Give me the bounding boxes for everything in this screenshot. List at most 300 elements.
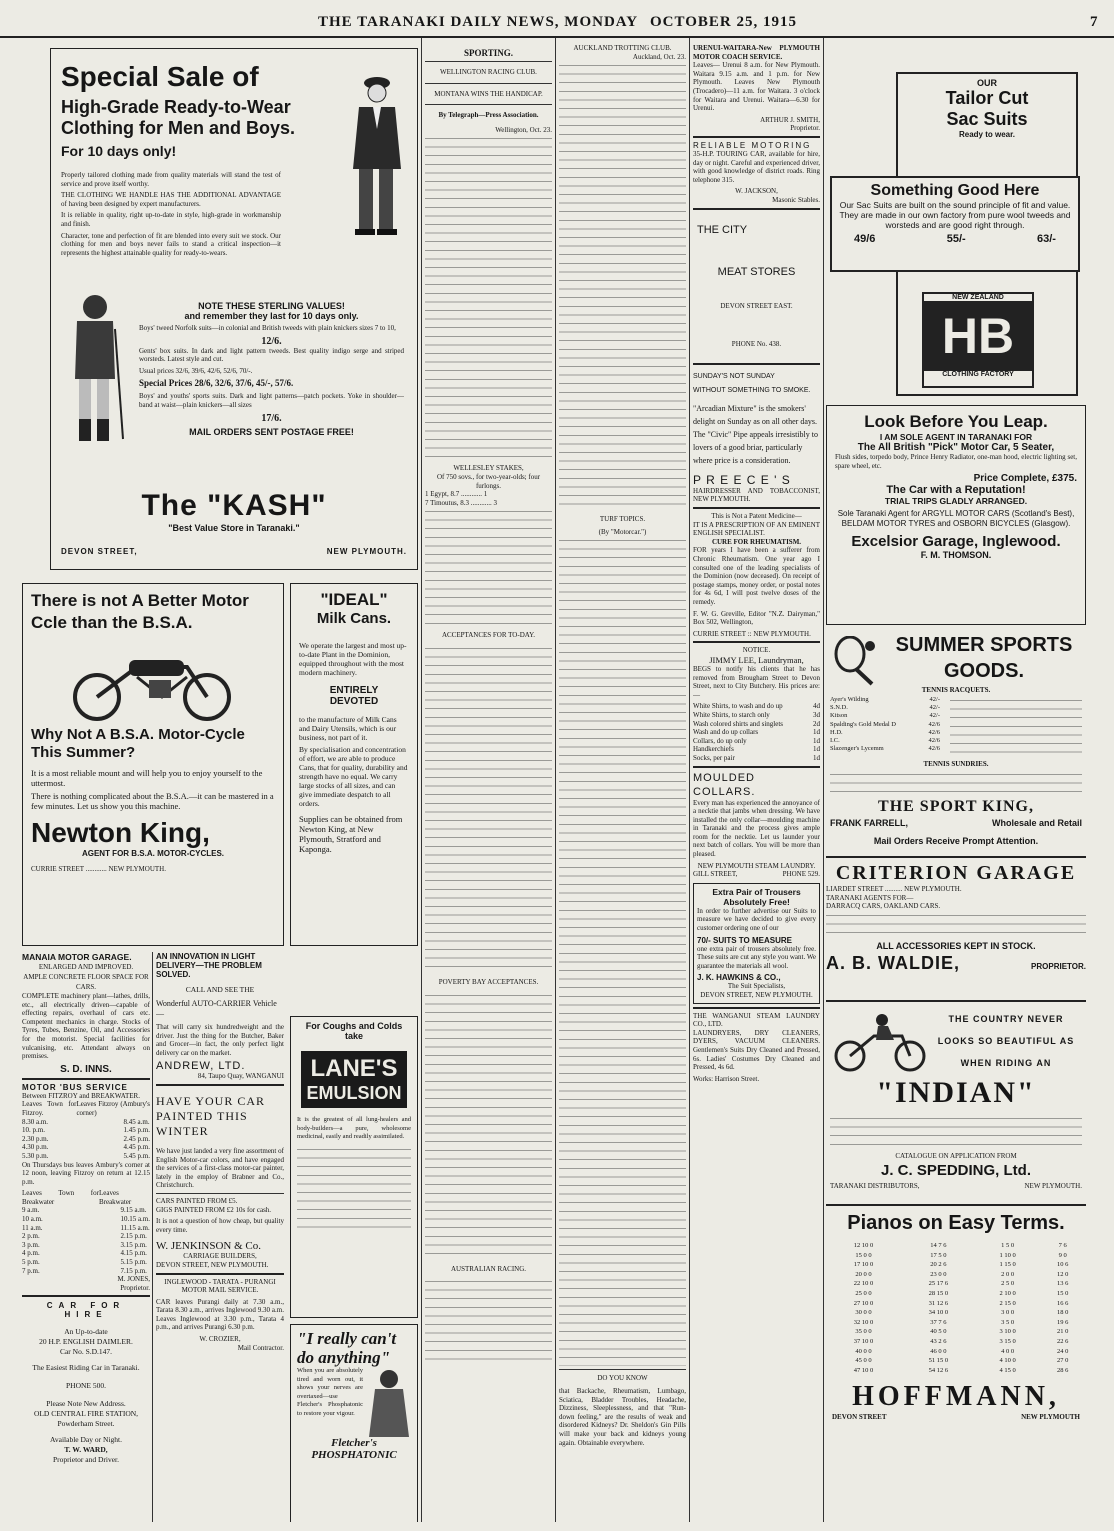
bus-time: 9.15 a.m. — [120, 1206, 147, 1215]
piano-price-row — [826, 1318, 1086, 1328]
manaia-line: AMPLE CONCRETE FLOOR SPACE FOR CARS. — [23, 973, 149, 991]
excelsior-advert — [826, 405, 1086, 625]
pianos-town: NEW PLYMOUTH — [1021, 1413, 1080, 1422]
price-list-label: White Shirts, to starch only — [693, 710, 770, 719]
rheum-address: CURRIE STREET :: NEW PLYMOUTH. — [693, 629, 811, 638]
piano-price-cell: 3 15 0 — [999, 1337, 1016, 1345]
bus-time: 7.15 p.m. — [120, 1266, 147, 1275]
sportking-name: THE SPORT KING, — [878, 798, 1034, 815]
piano-price-row — [826, 1337, 1086, 1347]
urenui-name: ARTHUR J. SMITH, — [760, 115, 820, 124]
indian-dealer: J. C. SPEDDING, Ltd. — [880, 1162, 1031, 1179]
piano-price-row — [826, 1289, 1086, 1299]
trotting-title: AUCKLAND TROTTING CLUB. — [573, 44, 672, 52]
sundries-text — [830, 770, 1082, 796]
sportking-mail: Mail Orders Receive Prompt Attention. — [873, 836, 1039, 846]
andrew-line: CALL AND SEE THE — [185, 985, 255, 994]
racquet-price: 42/6 — [928, 737, 940, 745]
hb-logo-top: NEW ZEALAND — [924, 294, 1032, 302]
column-rule — [152, 952, 153, 1522]
jenkinson-line: CARRIAGE BUILDERS, — [183, 1252, 257, 1261]
doyouknow-title: DO YOU KNOW — [597, 1374, 648, 1383]
sacsuits-title-2: Sac Suits — [946, 109, 1028, 129]
wanganui-works: Works: Harrison Street. — [693, 1074, 760, 1083]
indian-catalogue: CATALOGUE ON APPLICATION FROM — [895, 1152, 1017, 1160]
notice-body: BEGS to notify his clients that he has removed from Brougham Street to Devon Street, next to City Butchery. His prices are:— — [693, 664, 820, 699]
carhire-phone: PHONE 500. — [65, 1381, 106, 1391]
jenkinson-line: CARS PAINTED FROM £5. — [156, 1196, 238, 1205]
carhire-line: An Up-to-date — [64, 1327, 108, 1337]
bsa-advert — [22, 583, 284, 946]
poverty-text — [425, 991, 552, 1261]
ideal-supplies: Supplies can be obtained from Newton King, at New Plymouth, Stratford and Kaponga. — [299, 814, 403, 854]
excelsior-reputation: The Car with a Reputation! — [886, 484, 1026, 497]
piano-price-cell: 2 10 0 — [999, 1289, 1016, 1297]
criterion-accessories: ALL ACCESSORIES KEPT IN STOCK. — [876, 940, 1036, 951]
rheum-body: FOR years I have been a sufferer from Chronic Rheumatism. One year ago I consulted one of the leading specialists of the Dominion (now deceased). On receipt of postage stamps, money order, or postal notes for 4s 6d, I will post twelve doses of the remedy. — [693, 546, 820, 606]
turf-text — [559, 536, 686, 1366]
trousers-body-2: one extra pair of trousers absolutely free. These suits are cut any style you want. We guarantee the materials all wool. — [697, 944, 816, 970]
lane-advert — [290, 1016, 418, 1318]
piano-price-row — [826, 1347, 1086, 1357]
price-list-value: 1d — [813, 753, 820, 762]
trotting-column — [559, 44, 686, 1522]
piano-price-cell: 28 6 — [1057, 1366, 1069, 1374]
price-list-label: Wash colored shirts and singlets — [693, 719, 784, 728]
price-list-item — [693, 728, 820, 737]
criterion-title: CRITERION GARAGE — [835, 862, 1077, 884]
piano-price-cell: 23 0 0 — [930, 1270, 947, 1278]
excelsior-car: The All British "Pick" Motor Car, 5 Seater, — [857, 442, 1055, 453]
indian-line: THE COUNTRY NEVER — [948, 1014, 1064, 1024]
turf-title: TURF TOPICS. — [599, 515, 646, 524]
piano-price-cell: 21 0 — [1057, 1328, 1069, 1336]
kash-mail: MAIL ORDERS SENT POSTAGE FREE! — [189, 426, 354, 437]
bus-time: 8.30 a.m. — [22, 1117, 49, 1126]
price-list-label: Collars, do up only — [693, 736, 747, 745]
piano-price-row — [826, 1279, 1086, 1289]
piano-price-cell: 15 0 0 — [855, 1251, 872, 1259]
price-list-value: 1d — [813, 745, 820, 754]
bus-times-breakwater-in — [120, 1206, 150, 1275]
bus-time: 10.15 a.m. — [120, 1215, 150, 1224]
bus-proprietor: M. JONES, — [117, 1275, 150, 1284]
price-list-label: Socks, per pair — [693, 753, 735, 762]
trousers-price: 70/- SUITS TO MEASURE — [697, 935, 792, 945]
kash-promo: For 10 days only! — [61, 143, 177, 159]
lane-text: It is the greatest of all lung-healers and body-builders—a pure, wholesome medicinal, easily and readily assimilated. — [297, 1116, 411, 1141]
page-number: 7 — [1090, 14, 1099, 30]
kash-town: NEW PLYMOUTH. — [326, 547, 407, 556]
trousers-name: J. K. HAWKINS & CO., — [697, 973, 781, 983]
piano-price-cell: 9 0 — [1058, 1251, 1067, 1259]
sacsuits-price: 55/- — [946, 233, 966, 245]
piano-price-cell: 32 10 0 — [853, 1318, 874, 1326]
indian-line: WHEN RIDING AN — [960, 1058, 1052, 1068]
pianos-advert — [826, 1204, 1086, 1522]
masthead — [0, 14, 1114, 36]
bus-time: 2.45 p.m. — [123, 1134, 150, 1143]
racquet-name: I.C. — [830, 737, 840, 745]
bsa-body: It is a most reliable mount and will help you to enjoy yourself to the uttermost. — [31, 768, 263, 788]
piano-price-cell: 4 0 0 — [1001, 1347, 1015, 1355]
racquet-price: 42/- — [929, 704, 940, 712]
piano-price-cell: 20 0 0 — [855, 1270, 872, 1278]
manaia-title: MANAIA MOTOR GARAGE. — [22, 952, 132, 962]
kash-para: Properly tailored clothing made from quality materials will stand the test of service and prove itself worthy. — [61, 171, 281, 188]
criterion-line: LIARDET STREET .......... NEW PLYMOUTH. — [826, 885, 962, 893]
racquet-price: 42/- — [929, 712, 940, 720]
kash-sports-price: 17/6. — [261, 412, 282, 424]
price-list-item — [693, 702, 820, 711]
piano-price-cell: 34 10 0 — [928, 1309, 949, 1317]
ideal-subtitle: Milk Cans. — [316, 610, 392, 627]
col3-lower — [290, 952, 418, 1522]
acceptances-title: ACCEPTANCES FOR TO-DAY. — [441, 631, 536, 640]
kash-tagline: "Best Value Store in Taranaki." — [168, 523, 300, 533]
bus-time: 5.30 p.m. — [22, 1151, 49, 1160]
notice-price-list — [693, 702, 820, 762]
kash-store-name: The "KASH" — [141, 489, 327, 522]
bus-time: 10. p.m. — [22, 1126, 45, 1135]
trousers-title: Extra Pair of Trousers — [712, 886, 801, 897]
tennis-racquet-icon — [828, 636, 880, 686]
indian-brand: "INDIAN" — [876, 1076, 1036, 1109]
mail-contractor: W. CROZIER, — [199, 1335, 241, 1344]
criterion-line: DARRACQ CARS, OAKLAND CARS. — [826, 902, 941, 911]
criterion-role: PROPRIETOR. — [1031, 961, 1086, 971]
ideal-para: We operate the largest and most up-to-date Plant in the Dominion, equipped throughout with the most modern machinery. — [299, 641, 407, 677]
criterion-agencies — [826, 911, 1086, 937]
preece-headline: SUNDAY'S NOT SUNDAY — [693, 372, 775, 380]
turf-byline: (By "Motorcar.") — [598, 527, 647, 536]
bus-time: 3.15 p.m. — [120, 1240, 147, 1249]
ideal-para: to the manufacture of Milk Cans and Dairy Utensils, which is our business, not part of it. — [299, 715, 397, 742]
bus-times-breakwater-out — [22, 1206, 43, 1275]
piano-price-cell: 16 6 — [1057, 1299, 1069, 1307]
piano-price-cell: 12 10 0 — [853, 1242, 874, 1249]
preece-name: P R E E C E ' S — [693, 472, 791, 487]
woman-figure-icon — [367, 1367, 411, 1437]
sportking-title: SUMMER SPORTS — [895, 634, 1073, 656]
acceptances-text — [425, 644, 552, 974]
bsa-question: Why Not A B.S.A. Motor-Cycle This Summer? — [31, 726, 245, 761]
sacsuits-ready: Ready to wear. — [958, 130, 1016, 139]
carhire-line: Available Day or Night. — [50, 1435, 122, 1445]
andrew-headline: AN INNOVATION IN LIGHT DELIVERY—THE PROBLEM SOLVED. — [156, 952, 262, 979]
price-list-item — [693, 711, 820, 720]
carhire-line: OLD CENTRAL FIRE STATION, — [33, 1409, 139, 1419]
piano-price-cell: 45 0 0 — [855, 1357, 872, 1365]
criterion-advert — [826, 856, 1086, 994]
sacsuits-price: 49/6 — [854, 233, 876, 245]
kash-subtitle-2: Clothing for Men and Boys. — [61, 118, 295, 138]
piano-price-row — [826, 1260, 1086, 1270]
bus-col-head: Leaves Fitzroy (Ambury's corner) — [76, 1100, 150, 1117]
price-list-item — [693, 737, 820, 746]
bsa-dealer-name: Newton King, — [31, 817, 210, 848]
excelsior-agents: Sole Taranaki Agent for ARGYLL MOTOR CARS (Scotland's Best), BELDAM MOTOR TYRES and OSBORN BICYCLES (Glasgow). — [837, 509, 1075, 529]
kash-special: Special Prices 28/6, 32/6, 37/6, 45/-, 57/6. — [139, 378, 294, 389]
motorcycle-rider-icon — [832, 1012, 928, 1072]
bus-role: Proprietor. — [120, 1283, 150, 1292]
bus-col-head: Leaves Town for Breakwater — [22, 1189, 99, 1206]
piano-price-cell: 17 10 0 — [853, 1261, 874, 1269]
piano-price-row — [826, 1251, 1086, 1261]
city-title-2: MEAT STORES — [717, 265, 796, 278]
racquet-name: Ayer's Wilding — [830, 696, 869, 703]
bus-time: 7 p.m. — [22, 1266, 40, 1275]
racquet-item — [830, 721, 940, 729]
lane-brand-2: EMULSION — [306, 1083, 402, 1103]
bus-title: MOTOR 'BUS SERVICE — [22, 1082, 128, 1092]
pianos-address: DEVON STREET — [832, 1413, 887, 1422]
motoring-title: RELIABLE MOTORING — [693, 140, 812, 150]
rheum-line: IT IS A PRESCRIPTION OF AN EMINENT ENGLISH SPECIALIST. — [693, 520, 820, 538]
motoring-name: W. JACKSON, — [735, 187, 778, 196]
masthead-title: THE TARANAKI DAILY NEWS, MONDAY — [318, 14, 639, 30]
carhire-line: The Easiest Riding Car in Taranaki. — [32, 1363, 140, 1373]
bus-time: 9 a.m. — [22, 1206, 40, 1215]
price-list-item — [693, 754, 820, 763]
bus-col-head: Leaves Breakwater — [98, 1189, 132, 1206]
ideal-title: "IDEAL" — [320, 590, 388, 609]
racquet-name: H.D. — [830, 728, 843, 736]
bsa-headline: There is not A Better Motor Ccle than the B.S.A. — [31, 591, 249, 632]
sacsuits-body: Our Sac Suits are built on the sound principle of fit and value. They are made in our own factory from pure wool tweeds and worsteds and are good right through. — [839, 200, 1071, 230]
carhire-line: 20 H.P. ENGLISH DAIMLER. — [39, 1337, 133, 1347]
piano-price-row — [826, 1327, 1086, 1337]
bus-note: On Thursdays bus leaves Ambury's corner at 12 noon, leaving Fitzroy on return at 12.15 p.m. — [22, 1160, 150, 1186]
bus-time: 11 a.m. — [22, 1223, 43, 1232]
mail-title: INGLEWOOD - TARATA - PURANGI MOTOR MAIL SERVICE. — [164, 1277, 276, 1295]
bus-time: 4.45 p.m. — [123, 1143, 150, 1152]
carhire-line: Powderham Street. — [57, 1419, 115, 1429]
racquet-item — [830, 737, 940, 745]
col2-lower — [156, 952, 284, 1522]
fletcher-headline: "I really can't do anything" — [297, 1329, 397, 1367]
piano-price-cell: 31 12 6 — [928, 1299, 949, 1307]
racquet-price: 42/6 — [928, 728, 940, 736]
poverty-title: POVERTY BAY ACCEPTANCES. — [438, 977, 539, 986]
piano-price-cell: 40 0 0 — [855, 1347, 872, 1355]
price-list-value: 2d — [813, 719, 820, 728]
kash-para: It is reliable in quality, right up-to-date in style, high-grade in workmanship and finish. — [61, 211, 281, 228]
masthead-rule — [0, 36, 1114, 38]
piano-price-cell: 3 0 0 — [1001, 1309, 1015, 1317]
preece-role: HAIRDRESSER AND TOBACCONIST, NEW PLYMOUTH. — [693, 486, 820, 504]
piano-price-cell: 20 2 6 — [930, 1261, 947, 1269]
piano-price-cell: 25 17 6 — [928, 1280, 949, 1288]
piano-price-cell: 54 12 6 — [928, 1366, 949, 1374]
piano-price-cell: 35 0 0 — [855, 1328, 872, 1336]
piano-price-cell: 12 0 — [1057, 1270, 1069, 1278]
sacsuits-something: Something Good Here — [870, 182, 1040, 199]
col1-lower — [22, 952, 150, 1522]
piano-price-cell: 17 5 0 — [930, 1251, 947, 1259]
andrew-line: Wonderful AUTO-CARRIER Vehicle— — [156, 999, 277, 1018]
piano-price-cell: 14 7 6 — [930, 1242, 947, 1249]
notice-name: JIMMY LEE, Laundryman, — [709, 654, 804, 665]
kash-boys: Boys' tweed Norfolk suits—in colonial and British tweeds with plain knickers sizes 7 to 10, — [139, 324, 396, 332]
racquet-price: 42/6 — [928, 720, 940, 728]
collars-name: NEW PLYMOUTH STEAM LAUNDRY. — [697, 861, 816, 870]
column-rule — [689, 38, 690, 1522]
fletcher-text: When you are absolutely tired and worn out, it shows your nerves are overtaxed—use Fletcher's Phosphatonic to restore your vigour. — [297, 1367, 363, 1417]
urenui-title: URENUI-WAITARA-New PLYMOUTH MOTOR COACH SERVICE. — [693, 44, 820, 61]
indian-town: NEW PLYMOUTH. — [1024, 1182, 1082, 1190]
excelsior-headline: Look Before You Leap. — [864, 412, 1048, 431]
sporting-title: SPORTING. — [464, 48, 513, 58]
bus-time: 5.45 p.m. — [123, 1151, 150, 1160]
bus-time: 2.15 p.m. — [120, 1232, 147, 1241]
collars-address: GILL STREET, — [693, 870, 738, 879]
sacsuits-price: 63/- — [1037, 233, 1056, 245]
piano-price-cell: 3 5 0 — [1001, 1318, 1015, 1326]
racquet-item — [830, 696, 940, 704]
wellesley-title: WELLESLEY STAKES, — [453, 464, 524, 473]
jenkinson-line: DEVON STREET, NEW PLYMOUTH. — [156, 1260, 269, 1269]
price-list-label: Wash and do up collars — [693, 728, 759, 737]
sportking-title-2: GOODS. — [943, 660, 1024, 682]
piano-price-cell: 7 6 — [1058, 1242, 1067, 1249]
motorcycle-icon — [67, 642, 237, 722]
piano-price-cell: 51 15 0 — [928, 1357, 949, 1365]
collars-phone: PHONE 529. — [782, 870, 820, 879]
carhire-role: Proprietor and Driver. — [52, 1455, 120, 1465]
trotting-dateline: Auckland, Oct. 23. — [632, 52, 686, 61]
bus-subtitle: Between FITZROY and BREAKWATER. — [22, 1091, 140, 1100]
lane-brand: LANE'S — [310, 1055, 398, 1082]
piano-price-row — [826, 1270, 1086, 1280]
piano-price-cell: 22 6 — [1057, 1337, 1069, 1345]
carhire-owner: T. W. WARD, — [64, 1445, 108, 1455]
excelsior-trial: TRIAL TRIPS GLADLY ARRANGED. — [884, 496, 1028, 507]
bus-time: 11.15 a.m. — [120, 1223, 150, 1232]
kash-street: DEVON STREET, — [61, 547, 138, 556]
piano-price-cell: 1 10 0 — [999, 1251, 1016, 1259]
column-rule — [555, 38, 556, 1522]
bus-time: 4.15 p.m. — [120, 1249, 147, 1258]
andrew-address: 84, Taupo Quay, WANGANUI — [197, 1072, 284, 1081]
trousers-address: DEVON STREET, NEW PLYMOUTH. — [700, 991, 813, 999]
bus-times-fitzroy — [124, 1118, 150, 1161]
racquet-list-2 — [950, 696, 1082, 756]
kash-title: Special Sale of — [61, 61, 259, 92]
racquet-item — [830, 704, 940, 712]
excelsior-price: Price Complete, £375. — [973, 473, 1077, 485]
doyouknow-body: that Backache, Rheumatism, Lumbago, Sciatica, Bladder Troubles, Headache, Dizziness, Sleeplessness, and that "Run-down feeling," are the results of weak and disordered Kidneys? Dr. Sheldon's Gin Pills will make your back and kidneys young again. Obtainable everywhere. — [559, 1386, 686, 1447]
price-list-value: 1d — [813, 736, 820, 745]
price-list-label: White Shirts, to wash and do up — [693, 702, 783, 711]
piano-price-table — [826, 1241, 1086, 1375]
masthead-date: OCTOBER 25, 1915 — [650, 14, 797, 30]
jenkinson-name: W. JENKINSON & Co. — [156, 1240, 262, 1253]
racquet-name: Spalding's Gold Medal D — [830, 720, 896, 728]
column-rule — [421, 38, 422, 1522]
piano-price-cell: 18 0 — [1057, 1309, 1069, 1317]
piano-price-cell: 37 7 6 — [930, 1318, 947, 1326]
sporting-club: WELLINGTON RACING CLUB. — [440, 68, 537, 76]
hb-logo-bottom: CLOTHING FACTORY — [924, 370, 1032, 378]
rheum-title: CURE FOR RHEUMATISM. — [711, 537, 802, 546]
boy-figure-icon — [65, 289, 125, 449]
piano-price-cell: 1 5 0 — [1001, 1242, 1015, 1249]
indian-advert — [826, 1000, 1086, 1196]
manaia-line: ENLARGED AND IMPROVED. — [38, 963, 134, 971]
excelsior-proprietor: F. M. THOMSON. — [920, 550, 992, 561]
bus-col-head: Leaves Town for Fitzroy. — [22, 1100, 77, 1117]
man-figure-icon — [341, 69, 411, 239]
preece-body: "Arcadian Mixture" is the smokers' delight on Sunday as on all other days. The "Civic" Pipe appeals irresistibly to lovers of a good briar, particularly where price is a consideration. — [693, 403, 818, 465]
piano-price-cell: 43 2 6 — [930, 1337, 947, 1345]
kash-subtitle: High-Grade Ready-to-Wear — [61, 97, 291, 117]
ideal-entirely: ENTIRELY — [329, 685, 379, 696]
piano-price-row — [826, 1299, 1086, 1309]
jenkinson-headline: HAVE YOUR CAR PAINTED THIS WINTER — [156, 1093, 266, 1138]
city-phone: PHONE No. 438. — [731, 340, 782, 349]
hb-logo-mark: HB — [924, 302, 1032, 370]
trousers-advert — [693, 883, 820, 1004]
mail-body: CAR leaves Purangi daily at 7.30 a.m., Tarata 8.30 a.m., arrives Inglewood 9.30 a.m. Leaves Inglewood at 3.30 p.m., Tarata 4 p.m., and arrives Purangi 6.30 p.m. — [156, 1297, 284, 1332]
racquet-item — [830, 745, 940, 753]
kash-para: THE CLOTHING WE HANDLE HAS THE ADDITIONAL ADVANTAGE of having been designed by expert manufacturers. — [61, 191, 281, 208]
lane-fine-print — [297, 1145, 411, 1235]
motoring-body: 35-H.P. TOURING CAR, available for hire, day or night. Careful and experienced driver, with good knowledge of district roads. Ring telephone 315. — [693, 149, 820, 184]
bus-time: 4.30 p.m. — [22, 1143, 49, 1152]
piano-price-cell: 27 0 — [1057, 1357, 1069, 1365]
jenkinson-body: We have just landed a very fine assortment of English Motor-car colors, and have engaged the services of a first-class motor-car painter, lately in the employ of Brabner and Co., Christchurch. — [156, 1146, 284, 1190]
piano-price-row — [826, 1308, 1086, 1318]
kash-gents: Gents' box suits. In dark and light pattern tweeds. Best quality indigo serge and striped worsteds. Latest style and cut. — [139, 346, 404, 364]
jenkinson-line: It is not a question of how cheap, but quality every time. — [156, 1217, 284, 1234]
trotting-text — [559, 61, 686, 511]
bsa-address: CURRIE STREET ............ NEW PLYMOUTH. — [31, 865, 166, 873]
kash-sports: Boys' and youths' sports suits. Dark and light patterns—patch pockets. Yoke in shoulder—band at waist—plain knickers—all sizes — [139, 392, 404, 409]
sacsuits-our: OUR — [977, 78, 997, 88]
trousers-body: In order to further advertise our Suits to measure we have decided to give every customer ordering one of our — [697, 906, 816, 933]
excelsior-garage: Excelsior Garage, Inglewood. — [851, 533, 1061, 551]
race-result-line: 7 Timoutus, 8.3 ............ 3 — [425, 498, 497, 507]
bus-time: 1.45 p.m. — [123, 1126, 150, 1135]
sportking-racquets-title: TENNIS RACQUETS. — [921, 686, 991, 694]
collars-body: Every man has experienced the annoyance of a necktie that jambs when dressing. We have installed the only collar—moulding machine in Taranaki and the process gives ample room for the necktie. Let us launder your next batch of collars. You will be more than pleased. — [693, 798, 820, 859]
wanganui-body: LAUNDRYERS, DRY CLEANERS, DYERS, VACUUM CLEANERS. Gentlemen's Suits Dry Cleaned and Pressed, 6s. Ladies' Costumes Dry Cleaned and Pressed, 4s 6d. — [693, 1028, 820, 1072]
kash-note-sub: and remember they last for 10 days only. — [184, 311, 359, 321]
racquet-name: Kitson — [830, 712, 848, 720]
race-result-line: 1 Egypt, 8.7 ............ 1 — [425, 490, 488, 499]
bus-time: 2 p.m. — [22, 1232, 40, 1241]
piano-price-cell: 25 0 0 — [855, 1289, 872, 1297]
sporting-dateline: Wellington, Oct. 23. — [495, 125, 552, 134]
piano-price-cell: 4 10 0 — [999, 1357, 1016, 1365]
race-results-text — [425, 507, 552, 627]
urenui-role: Proprietor. — [790, 124, 820, 133]
hb-logo — [922, 292, 1034, 388]
wanganui-title: THE WANGANUI STEAM LAUNDRY CO., LTD. — [693, 1011, 820, 1029]
criterion-name: A. B. WALDIE, — [826, 952, 960, 973]
kash-note: NOTE THESE STERLING VALUES! — [198, 301, 345, 311]
fletcher-advert — [290, 1324, 418, 1522]
carhire-line: Car No. S.D.147. — [59, 1347, 113, 1357]
piano-price-cell: 46 0 0 — [930, 1347, 947, 1355]
piano-price-cell: 13 6 — [1057, 1280, 1069, 1288]
sacsuits-panel — [830, 176, 1080, 272]
manaia-body: COMPLETE machinery plant—lathes, drills, etc., all electrically driven—capable of effecting repairs, overhaul of cars etc. Competent mechanics in charge. Stocks of Tyres, Tubes, Benzine, Oil, and Accessories for the motorist. Special facilities for vulcanising, etc. Attendant always on premises. — [22, 992, 150, 1061]
piano-price-cell: 3 10 0 — [999, 1328, 1016, 1336]
kash-para: Character, tone and perfection of fit are blended into every suit we stock. Our clothing for men and boys never fails to stand a critical inspection—it represents the highest attainable quality for ready-to-wears. — [61, 231, 281, 257]
rheum-name: F. W. G. Greville, Editor "N.Z. Dairyman," Box 502, Wellington, — [693, 609, 820, 627]
